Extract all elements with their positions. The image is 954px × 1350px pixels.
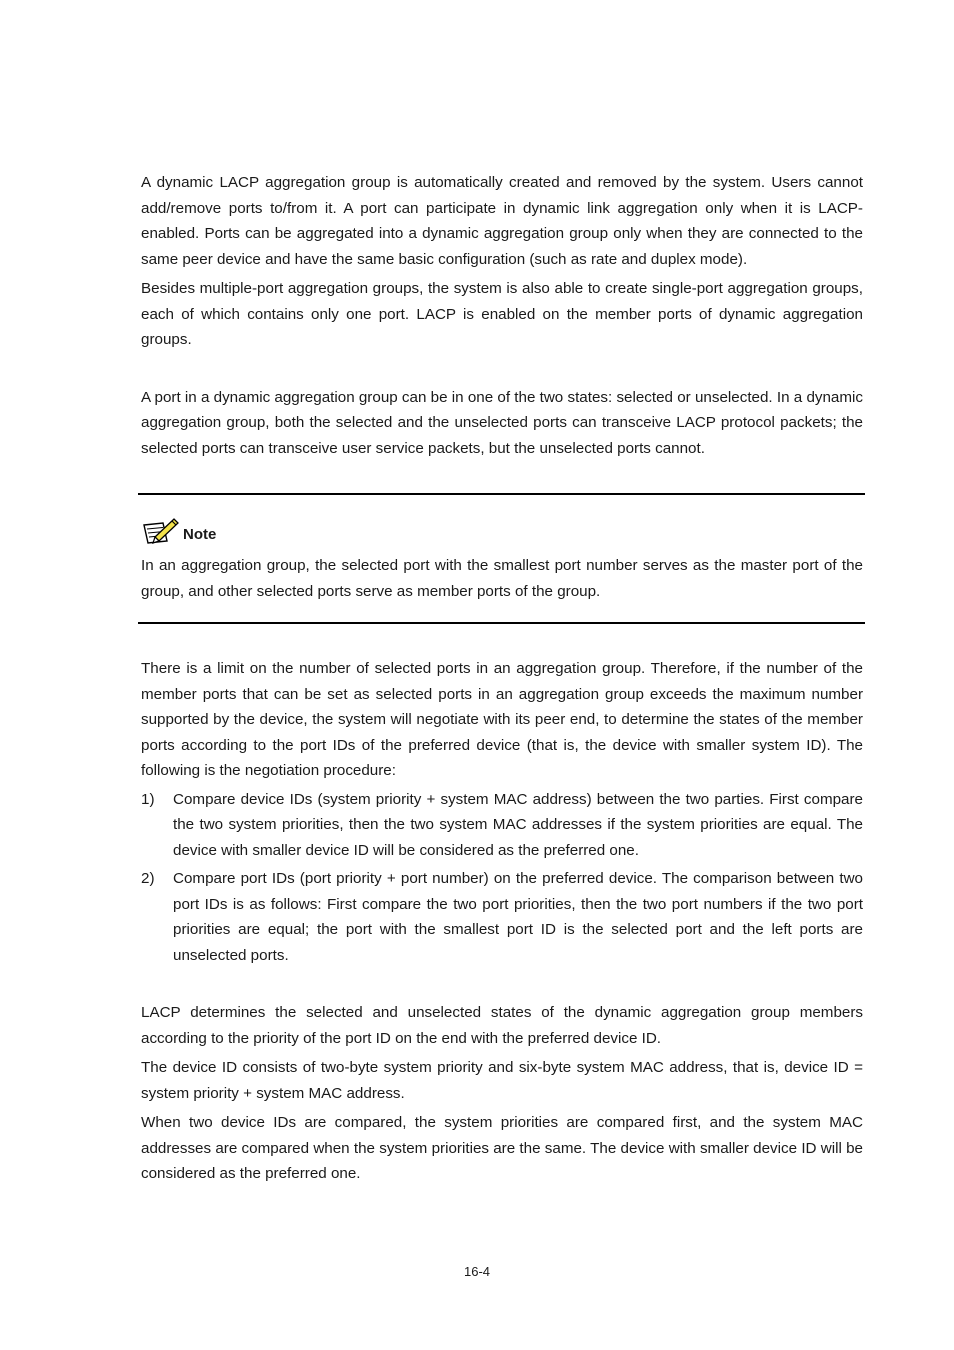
paragraph-device-id: The device ID consists of two-byte system priority and six-byte system MAC address, that is, device ID = system priority + system MAC address.: [141, 1059, 863, 1102]
paragraph-lacp-determines: LACP determines the selected and unselected states of the dynamic aggregation group members according to the priority of the port ID on the end with the preferred device ID.: [141, 1004, 863, 1047]
list-item: [141, 866, 863, 968]
page-content: [141, 170, 863, 1187]
step-text: Compare port IDs (port priority + port number) on the preferred device. The comparison between two port IDs is as follows: First compare the two port priorities, then the two port numbers if the two port priorities are equal; the port with the smallest port ID is the selected port and the left ports are unselected ports.: [173, 870, 863, 964]
list-item: [141, 787, 863, 864]
note-label: Note: [183, 526, 217, 543]
paragraph-compare-ids: When two device IDs are compared, the system priorities are compared first, and the system MAC addresses are compared when the system priorities are the same. The device with smaller device ID will be considered as the preferred one.: [141, 1114, 863, 1182]
step-number: 1): [141, 790, 155, 808]
step-text: Compare device IDs (system priority + system MAC address) between the two parties. First compare the two system priorities, then the two system MAC addresses if the system priorities are equal. The device with smaller device ID will be considered as the preferred one.: [173, 790, 863, 859]
note-text: In an aggregation group, the selected port with the smallest port number serves as the master port of the group, and other selected ports serve as member ports of the group.: [141, 557, 863, 600]
paragraph-selected-limit: There is a limit on the number of selected ports in an aggregation group. Therefore, if the number of the member ports that can be set as selected ports in an aggregation group exceeds the maximum number supported by the device, the system will negotiate with its peer end, to determine the states of the member ports according to the port IDs of the preferred device (that is, the device with smaller system ID). The following is the negotiation procedure:: [141, 660, 863, 779]
note-pencil-icon: [141, 515, 181, 545]
note-header: [141, 513, 865, 545]
paragraph-single-port-groups: Besides multiple-port aggregation groups, the system is also able to create single-port aggregation groups, each of which contains only one port. LACP is enabled on the member ports of dynamic aggregation groups.: [141, 280, 863, 348]
page-number: 16-4: [463, 1264, 491, 1279]
negotiation-steps: [141, 787, 863, 969]
step-number: 2): [141, 870, 155, 887]
paragraph-port-states: A port in a dynamic aggregation group can be in one of the two states: selected or unselected. In a dynamic aggregation group, both the selected and the unselected ports can transceive LACP protocol packets; the selected ports can transceive user service packets, but the unselected ports cannot.: [141, 388, 863, 457]
note-box: [138, 493, 865, 624]
paragraph-dynamic-group: A dynamic LACP aggregation group is automatically created and removed by the system. Users cannot add/remove ports to/from it. A port can participate in dynamic link aggregation only when it is LACP-enabled. Ports can be aggregated into a dynamic aggregation group only when they are connected to the same peer device and have the same basic configuration (such as rate and duplex mode).: [141, 174, 863, 268]
